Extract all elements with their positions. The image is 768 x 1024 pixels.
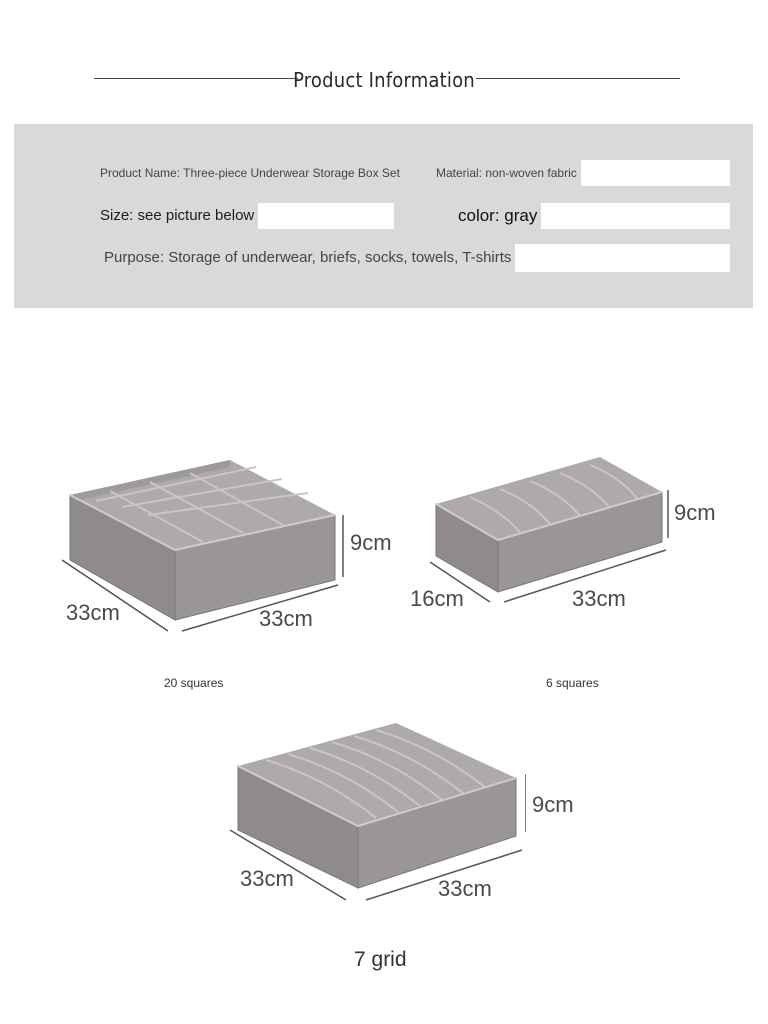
size-text: Size: see picture below [96, 203, 258, 229]
page-title: Product Information [293, 68, 475, 92]
box3-height-label: 9cm [532, 792, 574, 817]
box1-caption: 20 squares [164, 676, 224, 690]
box1-height-label: 9cm [350, 530, 392, 555]
box2-width-label: 33cm [572, 586, 626, 611]
box2-height-label: 9cm [674, 500, 716, 525]
header-divider-right [476, 78, 680, 79]
box2-caption: 6 squares [546, 676, 599, 690]
product-name-field [96, 160, 400, 186]
purpose-text: Purpose: Storage of underwear, briefs, socks, towels, T-shirts [100, 244, 515, 272]
box1-width-label: 33cm [259, 606, 313, 631]
box1-depth-label: 33cm [66, 600, 120, 625]
material-text: Material: non-woven fabric [432, 160, 581, 186]
purpose-field [100, 244, 730, 272]
box2-depth-label: 16cm [410, 586, 464, 611]
info-panel [14, 124, 753, 308]
material-field [432, 160, 730, 186]
size-field [96, 203, 394, 229]
box3-depth-label: 33cm [240, 866, 294, 891]
box3-width-label: 33cm [438, 876, 492, 901]
box3-caption: 7 grid [354, 948, 407, 971]
product-name-text: Product Name: Three-piece Underwear Storage Box Set [96, 160, 404, 186]
color-field [454, 203, 730, 229]
section-header [0, 64, 768, 96]
color-text: color: gray [454, 203, 541, 229]
